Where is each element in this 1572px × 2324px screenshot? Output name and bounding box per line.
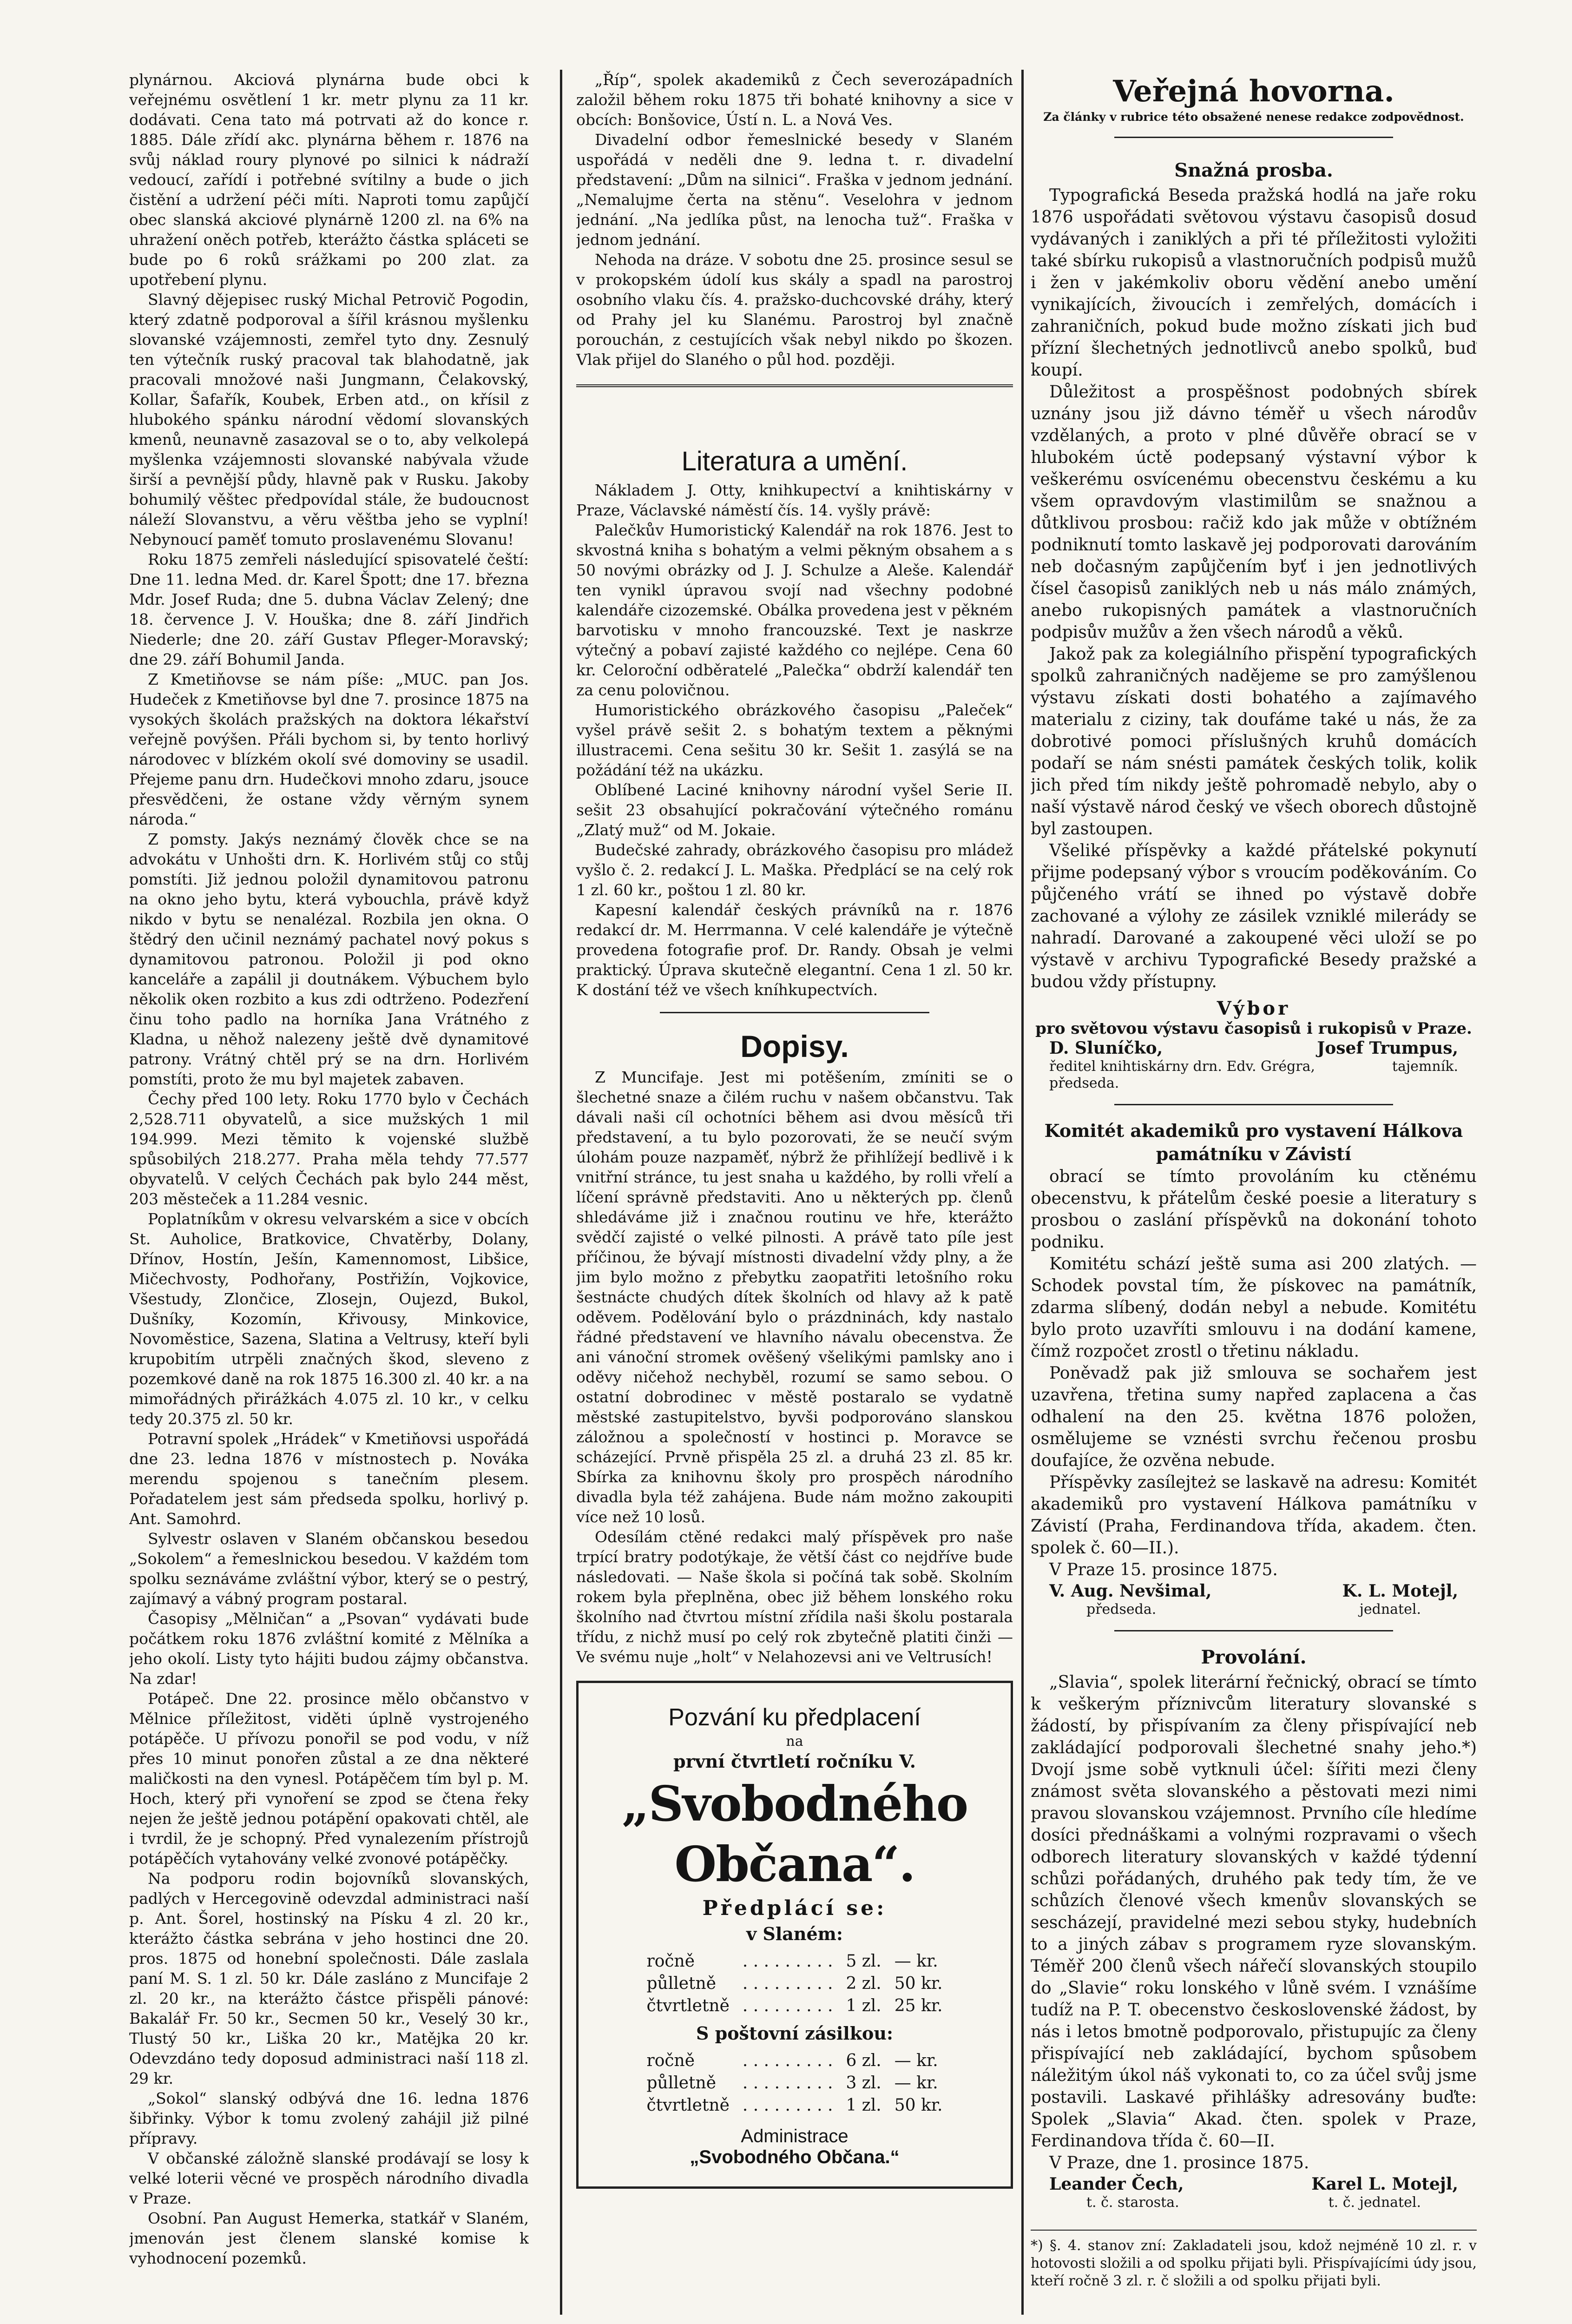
section-divider <box>576 384 1013 387</box>
plea-heading: Snažná prosba. <box>1174 159 1333 181</box>
news-paragraph: „Říp“, spolek akademiků z Čech severozápadních založil během roku 1875 tři bohaté knihovny a sice v obcích: Bonšovice, Ústí n. L. a Nová Ves. <box>576 71 1013 129</box>
news-paragraph: Potápeč. Dne 22. prosince mělo občanstvo v Mělnice příležitost, viděti úplně vystrojeného potápěče. U přívozu ponořil se pod vodu, v níž přes 10 minut ponořen zůstal a ze dna některé maličkosti na den vynesl. Potápěčem tím byl p. M. Hoch, který při vynoření se zpod se čtena řeky nejen že ještě jednou potápění opakovati chtěl, ale i tvrdil, že je schopný. Před vynalezením přístrojů potápěčích vytahovány velké zvonové potápěčky. <box>129 1690 529 1868</box>
news-paragraph: Roku 1875 zemřeli následující spisovatelé čeští: Dne 11. ledna Med. dr. Karel Špott; dne 17. března Mdr. Josef Ruda; dne 5. dubna Václav Zelený; dne 18. července J. V. Houška; dne 8. září Jindřich Niederle; dne 20. září Gustav Pfleger-Moravský; dne 29. září Bohumil Janda. <box>129 550 529 668</box>
post-price-table <box>640 2050 949 2117</box>
proclamation-paragraph: V Praze, dne 1. prosince 1875. <box>1049 2153 1309 2172</box>
halek-heading: Komitét akademiků pro vystavení Hálkova památníku v Závistí <box>1044 1120 1463 1164</box>
subscription-advert <box>576 1681 1013 2189</box>
signatures <box>1031 1038 1477 1058</box>
column-left <box>129 70 529 2310</box>
literature-paragraph: Humoristického obrázkového časopisu „Paleček“ vyšel právě sešit 2. s bohatým textem a pěknými illustracemi. Cena sešitu 30 kr. Sešit 1. zasýlá se na požádání též na ukázku. <box>576 701 1013 779</box>
signature-roles <box>1031 1601 1477 1618</box>
subscription-invite: Pozvání ku předplacení <box>668 1704 921 1731</box>
letters-heading: Dopisy. <box>740 1029 849 1063</box>
news-paragraph: Osobní. Pan August Hemerka, statkář v Slaném, jmenován jest členem slanské komise k vyhodnocení pozemků. <box>129 2209 529 2267</box>
price-row: čtvrtletně . . . . . . . . . 1 zl. 25 kr. <box>646 1996 943 2015</box>
literature-paragraph: Kapesní kalendář českých právníků na r. 1876 redakcí dr. M. Herrmanna. V celé kalendáře je výtečně provedena fotografie prof. Dr. Randy. Obsah je velmi praktický. Úprava skutečně elegantní. Cena 1 zl. 50 kr. K dostání též ve všech kníhkupectvích. <box>576 901 1013 999</box>
proclamation-heading: Provolání. <box>1201 1646 1307 1668</box>
newspaper-title: „Svobodného Občana“. <box>621 1775 968 1893</box>
news-paragraph: Sylvestr oslaven v Slaném občanskou besedou „Sokolem“ a řemeslnickou besedou. V každém tom spolku seznáváme zvláštní výbor, který se o pestrý, zajímavý a vábný program postaral. <box>129 1530 529 1608</box>
halek-paragraph: V Praze 15. prosince 1875. <box>1049 1560 1278 1579</box>
plea-paragraph: Všeliké příspěvky a každé přátelské pokynutí přijme podepsaný výbor s vroucím poděkováním. Co půjčeného vrátí se ihned po výstavě dobře zachované a výlohy ze zásilek vzniklé milerády se nahradí. Darované a zakoupené věci uloží se po výstavě v archivu Typografické Besedy pražské a budou vždy přístupny. <box>1031 841 1477 991</box>
committee-subtitle: pro světovou výstavu časopisů i rukopisů v Praze. <box>1035 1019 1472 1038</box>
news-paragraph: Poplatníkům v okresu velvarském a sice v obcích St. Auholice, Bratkovice, Chvatěrby, Dolany, Dřínov, Hostín, Ješín, Kamennomost, Libšice, Mičechvosty, Podhořany, Postřižín, Vojkovice, Všestudy, Zlončice, Zlosejn, Oujezd, Bukol, Dušníky, Kozomín, Křivousy, Minkovice, Novoměstice, Sazena, Slatina a Veltrusy, kteří byli krupobitím utrpěli značných škod, sleveno z pozemkové daně na rok 1875 16.300 zl. 40 kr. a na mimořádných přirážkách 4.075 zl. 10 kr., v celku tedy 20.375 zl. 50 kr. <box>129 1210 529 1428</box>
news-paragraph: „Sokol“ slanský odbývá dne 16. ledna 1876 šibřinky. Výbor k tomu zvolený zahájil již pilné přípravy. <box>129 2089 529 2147</box>
news-paragraph: Slavný dějepisec ruský Michal Petrovič Pogodin, který zdatně podporoval a šířil krásnou myšlenku slovanské vzájemnosti, zemřel tyto dny. Zesnulý ten výtečník ruský pracoval tak blahodatně, jak pracovali množové naši Jungmann, Čelakovský, Kollar, Šafařík, Koubek, Erben atd., on křísil z hlubokého spánku národní vědomí slovanských kmenů, neunavně zasazoval se o to, aby velkolepá myšlenka vzájemnosti slovanské nabývala vžude širší a pevnější půdy, hlavně pak v Rusku. Jakoby bohumilý věštec předpovídal stále, že budoucnost náleží Slovanstvu, a věru věštba jeho se vyplní! Nebynoucí paměť tomuto proslavenému Slovanu! <box>129 290 529 548</box>
news-paragraph: Časopisy „Mělničan“ a „Psovan“ vydávati bude počátkem roku 1876 zvláštní komité z Mělníka a jeho okolí. Listy tyto hájiti budou zájmy občanstva. Na zdar! <box>129 1610 529 1688</box>
signature-role: t. č. starosta. <box>1086 2194 1179 2211</box>
slany-price-table <box>640 1950 949 2017</box>
administration-name: „Svobodného Občana.“ <box>690 2147 900 2167</box>
signature-name: Leander Čech, <box>1049 2174 1184 2194</box>
proclamation-paragraph: „Slavia“, spolek literární řečnický, obrací se tímto k veškerým příznivcům literatury slovanské s žádostí, by přispívaním za členy přispívající neb zakládající podporovali šlechetné snahy jeho.*) Dvojí jsme sobě vytknuli účel: šířiti mezi členy známost světa slovanského a pěstovati mezi nimi pravou slovanskou vzájemnost. Prvního cíle hledíme dosíci přednáškami a volnými rozpravami o všech odborech literatury slovanských v každé týdenní schůzi pořádaných, druhého pak tedy tím, že ve schůzích členové všech kmenův slovanských se sescházejí, pravidelné mezi sebou styky, hudebních to a jiných zábav s programem ryze slovanským. Téměř 200 členů všech nářečí slovanských stoupilo do „Slavie“ roku lonského v lůně svém. I vznášíme tudíž na P. T. obecenstvo československé žádost, by nás i letos bmotně podporovalo, přistupujíc za členy přispívající neb zakládající, bychom spůsobem náležitým úkol náš vykonati to, co za účel svůj jsme postavili. Laskavé přihlášky adresovány buďte: Spolek „Slavia“ Akad. čten. spolek v Praze, Ferdinandova třída č. 60—II. <box>1031 1673 1477 2151</box>
halek-paragraph: obrací se tímto provoláním ku ctěnému obecenstvu, k přátelům české poesie a literatury s prosbou o zaslání příspěvků na dokonání tohoto podniku. <box>1031 1167 1477 1252</box>
signature-role: tajemník. <box>1392 1058 1458 1075</box>
literature-paragraph: Nákladem J. Otty, knihkupectví a knihtiskárny v Praze, Václavské náměstí čís. 14. vyšly právě: <box>576 481 1013 519</box>
letters-paragraph: Odesílám ctěné redakci malý příspěvek pro naše trpící bratry podotýkaje, že větší část co nejdříve bude následovati. — Naše škola si počíná tak sobě. Skolním rokem byla přeplněna, obec již během lonského roku školního nad čtvrtou místní zřídila naši školu postarala třídu, z nichž musí po celý rok zbytečně platiti činži — Ve svému nuje „holt“ v Nelahozevsi ani ve Veltrusích! <box>576 1528 1013 1666</box>
signature-roles <box>1031 1058 1477 1092</box>
signature-role: předseda. <box>1086 1601 1157 1618</box>
price-row: ročně . . . . . . . . . 5 zl. — kr. <box>646 1952 938 1971</box>
administration-label: Administrace <box>741 2126 848 2146</box>
literature-paragraph: Budečské zahrady, obrázkového časopisu pro mládež vyšlo č. 2. redakcí J. L. Maška. Předplácí se na celý rok 1 zl. 60 kr., poštou 1 zl. 80 kr. <box>576 841 1013 899</box>
committee-title: Výbor <box>1217 997 1291 1019</box>
halek-paragraph: Poněvadž pak již smlouva se sochařem jest uzavřena, třetina sumy napřed zaplacena a čas odhalení na den 25. května 1876 položen, osmělujeme se vznésti svrchu řečenou prosbu doufajíce, že ozvěna nebude. <box>1031 1364 1477 1470</box>
price-row: půlletně . . . . . . . . . 2 zl. 50 kr. <box>646 1974 943 1993</box>
literature-heading: Literatura a umění. <box>681 446 908 476</box>
plea-paragraph: Důležitost a prospěšnost podobných sbírek uznány jsou již dávno téměř u všech národův vzdělaných, a proto v plné důvěře obrací se v hlubokém úctě podepsaný výstavní výbor k veškerému osvícenému obecenstvu českému a ku všem opravdovým vlastimilům se snažnou a důtklivou prosbou: račiž kdo jak může v obtížném podniknutí tomto laskavě jej podporovati darováním neb dočasným zapůjčením byť i jen jednotlivých čísel časopisů zaniklých neb u nás málo známých, anebo rukopisných památek a vlastnoručních podpisův mužův a žen všech národů a věků. <box>1031 383 1477 642</box>
signature-name: V. Aug. Nevšimal, <box>1049 1581 1212 1601</box>
signature-roles <box>1031 2194 1477 2211</box>
price-row: půlletně . . . . . . . . . 3 zl. — kr. <box>646 2073 938 2093</box>
news-paragraph: Na podporu rodin bojovníků slovanských, padlých v Hercegovině odevzdal administraci naší p. Ant. Šorel, hostinský na Písku 4 zl. 20 kr., kterážto částka sebrána v jeho hostinci dne 20. pros. 1875 od honební společnosti. Dále zaslala paní M. S. 1 zl. 50 kr. Dále zasláno z Muncifaje 2 zl. 20 kr., na kterážto částce přispěli pánové: Bakalář Fr. 50 kr., Secmen 50 kr., Veselý 30 kr., Tlustý 50 kr., Liška 20 kr., Matějka 20 kr. Odevzdáno tedy doposud administraci naší 118 zl. 29 kr. <box>129 1869 529 2087</box>
section-divider <box>1114 1104 1393 1105</box>
column-right <box>1031 70 1477 2310</box>
letters-paragraph: Z Muncifaje. Jest mi potěšením, zmíniti se o šlechetné snaze a čilém ruchu v našem občanstvu. Tak dávali naši cíl ochotníci během asi dvou měsíců tři představení, a tu bylo pozorovati, že se neučí svým úlohám pouze nazpaměť, nýbrž že přihlížejí bedlivě i k vnitřní stránce, tu jest snaha u každého, by rolli vřelí a líčení správně představiti. Ano u některých pp. členů shledáváme již i značnou routinu ve hře, kterážto svědčí zajisté o velké pilnosti. A právě tato píle jest příčinou, že bývají místnosti divadelní vždy plny, a že jim bylo možno z přebytku zaopatřiti letošního roku šestnácte chudých dítek školních od hlavy až k patě oděvem. Podělování bylo o prázdninách, kdy nastalo řádné představení ve hlavního návalu obecenstva. Že ani vánoční stromek ověšený všelikými pamlsky ano i oděvy ničehož nechyběl, rozumí se samo sebou. O ostatní dobrodinec v městě postaralo se vydatně městské zastupitelstvo, byvši podporováno slanskou záložnou a společností v hostinci p. Moravce se scházející. Prvně přispěla 25 zl. a druhá 23 zl. 85 kr. Sbírka za knihovnu školy pro prospěch národního divadla byla též zahájena. Bude nám možno zakoupiti více než 10 losů. <box>576 1068 1013 1526</box>
signature-name: K. L. Motejl, <box>1342 1581 1458 1601</box>
signature-role: ředitel knihtiskárny drn. Edv. Grégra, předseda. <box>1049 1058 1315 1091</box>
signature-name: D. Sluníčko, <box>1049 1038 1163 1058</box>
literature-paragraph: Oblíbené Laciné knihovny národní vyšel Serie II. sešit 23 obsahující pokračování výtečného románu „Zlatý muž“ od M. Jokaie. <box>576 781 1013 839</box>
news-paragraph: Nehoda na dráze. V sobotu dne 25. prosince sesul se v prokopském údolí kus skály a spadl na parostroj osobního vlaku čís. 4. pražsko-duchcovské dráhy, který od Prahy jel ku Slanému. Parostroj byl značně porouchán, z cestujících však nebyl nikdo po škozen. Vlak přijel do Slaného o půl hod. později. <box>576 251 1013 369</box>
signature-role: jednatel. <box>1359 1601 1421 1618</box>
price-row: ročně . . . . . . . . . 6 zl. — kr. <box>646 2051 938 2070</box>
signature-role: t. č. jednatel. <box>1328 2194 1421 2211</box>
news-paragraph: Z pomsty. Jakýs neznámý člověk chce se na advokátu v Unhošti drn. K. Horlivém stůj co stůj pomstíti. Již jednou položil dynamitovou patronu na okno jeho bytu, která vybouchla, právě když nikdo v bytu se nenalézal. Rozbila jen okna. O štědrý den učinil neznámý pachatel nový pokus s dynamitovou patronou. Položil ji pod okno kanceláře a zapálil ji doutnákem. Výbuchem bylo několik oken rozbito a kus zdi odtrženo. Podezření činu toho padlo na horníka Jana Vrátného z Kladna, u něhož nalezeny ještě dvě dynamitové patrony. Vrátný chtěl prý se na drn. Horlivém pomstíti, proto že mu byl majetek zabaven. <box>129 830 529 1088</box>
news-paragraph: Divadelní odbor řemeslnické besedy v Slaném uspořádá v neděli dne 9. ledna t. r. divadelní představení: „Dům na silnici“. Fraška v jednom jednání. „Nemalujme čerta na stěnu“. Veselohra v jednom jednání. „Na jedlíka půst, na lenocha tuž“. Fraška v jednom jednání. <box>576 131 1013 249</box>
news-paragraph: V občanské záložně slanské prodávají se losy k velké loterii věcné ve prospěch národního divadla v Praze. <box>129 2149 529 2207</box>
plea-paragraph: Typografická Beseda pražská hodlá na jaře roku 1876 uspořádati světovou výstavu časopisů dosud vydávaných i zaniklých a při té příležitosti vyložiti také sbírku rukopisů a vlastnoručních podpisů mužů i žen v jakémkoliv oboru vědění anebo umění vynikajících, živoucích i zemřelých, domácích i zahraničních, pokud bude možno získati jich buď přízní šlechetných jednotlivců anebo spolků, buď koupí. <box>1031 186 1477 380</box>
news-paragraph: Čechy před 100 lety. Roku 1770 bylo v Čechách 2,528.711 obyvatelů, a sice mužských 1 mil 194.999. Mezi těmito k vojenské službě spůsobilých 218.277. Praha měla tehdy 77.577 obyvatelů. V celých Čechách pak bylo 244 měst, 203 městeček a 11.284 vesnic. <box>129 1090 529 1208</box>
news-paragraph: Z Kmetiňovse se nám píše: „MUC. pan Jos. Hudeček z Kmetiňovse byl dne 7. prosince 1875 na vysokých školách pražských na doktora lékařství veřejně povýšen. Přáli bychom si, by tento horlivý národovec v blízkém okolí své domoviny se usadil. Přejeme panu drn. Hudečkovi mnoho zdaru, jsouce přesvědčeni, že ostane vždy věrným synem národa.“ <box>129 670 529 828</box>
footnote: *) §. 4. stanov zní: Zakladateli jsou, kdož nejméně 10 zl. r. v hotovosti složili a od spolku přijati byli. Přispívajícími údy jsou, kteří ročně 3 zl. r. č složili a od spolku přijati byli. <box>1031 2230 1477 2290</box>
prices-label: Předplácí se: <box>702 1896 887 1920</box>
price-row: čtvrtletně . . . . . . . . . 1 zl. 50 kr. <box>646 2096 943 2115</box>
column-divider <box>1021 70 1024 2315</box>
post-label: S poštovní zásilkou: <box>696 2023 894 2044</box>
column-middle <box>576 70 1013 2310</box>
slany-label: v Slaném: <box>746 1923 843 1944</box>
halek-paragraph: Příspěvky zasílejteż se laskavě na adresu: Komitét akademiků pro vystavení Hálkova památníku v Závistí (Praha, Ferdinandova třída, akadem. čten. spolek č. 60—II.). <box>1031 1473 1477 1558</box>
column-divider <box>560 70 562 2315</box>
news-paragraph: Potravní spolek „Hrádek“ v Kmetiňovsi uspořádá dne 23. ledna 1876 v místnostech p. Nováka merendu spojenou s tanečním plesem. Pořadatelem jest sám předseda spolku, horlivý p. Ant. Samohrd. <box>129 1430 529 1528</box>
news-paragraph: plynárnou. Akciová plynárna bude obci k veřejnému osvětlení 1 kr. metr plynu za 11 kr. dodávati. Cena tato má potrvati až do konce r. 1885. Dále zřídí akc. plynárna během r. 1876 na svůj náklad roury plynové po silnici k nádraží vedoucí, zařídí i potřebné svítilny a bude o jich čistění a udržení péči míti. Naproti tomu zapůjčí obec slanská akciové plynárně 1200 zl. na 6% na uhražení oněch potřeb, kterážto částka spláceti se bude po 6 roků srážkami po 200 zlat. za upotřebení plynu. <box>129 71 529 289</box>
signatures <box>1031 2174 1477 2194</box>
signature-name: Josef Trumpus, <box>1317 1038 1458 1058</box>
subscription-quarter: první čtvrtletí ročníku V. <box>673 1751 916 1772</box>
section-divider <box>660 1012 929 1013</box>
section-divider <box>1114 1630 1393 1631</box>
plea-paragraph: Jakož pak za kolegiálního přispění typografických spolků zahraničných nadějeme se pro zamýšlenou výstavu získati dosti bohatého a zajímavého materialu z ciziny, tak doufáme také u nás, že za dobrotivé pomoci příslušných kruhů domácích podaří se nám snésti památek českých tolik, kolik jich před tím nikdy ještě pohromadě nebylo, aby o naší výstavě národ český ve všech oborech důstojně byl zastoupen. <box>1031 645 1477 838</box>
section-divider <box>1114 137 1393 138</box>
editorial-disclaimer: Za články v rubrice této obsažené nenese redakce zodpovědnost. <box>1043 110 1464 124</box>
signature-name: Karel L. Motejl, <box>1311 2174 1458 2194</box>
signatures <box>1031 1581 1477 1601</box>
section-title: Veřejná hovorna. <box>1113 74 1394 109</box>
halek-paragraph: Komitétu schází ještě suma asi 200 zlatých. — Schodek povstal tím, že pískovec na památník, zdarma slíbený, dodán nebyl a nebude. Komitétu bylo proto uzavříti smlouvu i na dodání kamene, čímž rozpočet zrostl o třetinu nákladu. <box>1031 1254 1477 1361</box>
literature-paragraph: Palečkův Humoristický Kalendář na rok 1876. Jest to skvostná kniha s bohatým a velmi pěkným obsahem a s 50 novými obrázky od J. J. Schulze a Aleše. Kalendář ten vynikl úpravou svojí nad všechny podobné kalendáře cizozemské. Obálka provedena jest v pěkném barvotisku v mnoho francouzské. Text je naskrze výtečný a pobaví zajisté každého co nejlépe. Cena 60 kr. Celoroční odběratelé „Palečka“ obdrží kalendář ten za cenu polovičnou. <box>576 521 1013 699</box>
subscription-na: na <box>786 1733 803 1750</box>
